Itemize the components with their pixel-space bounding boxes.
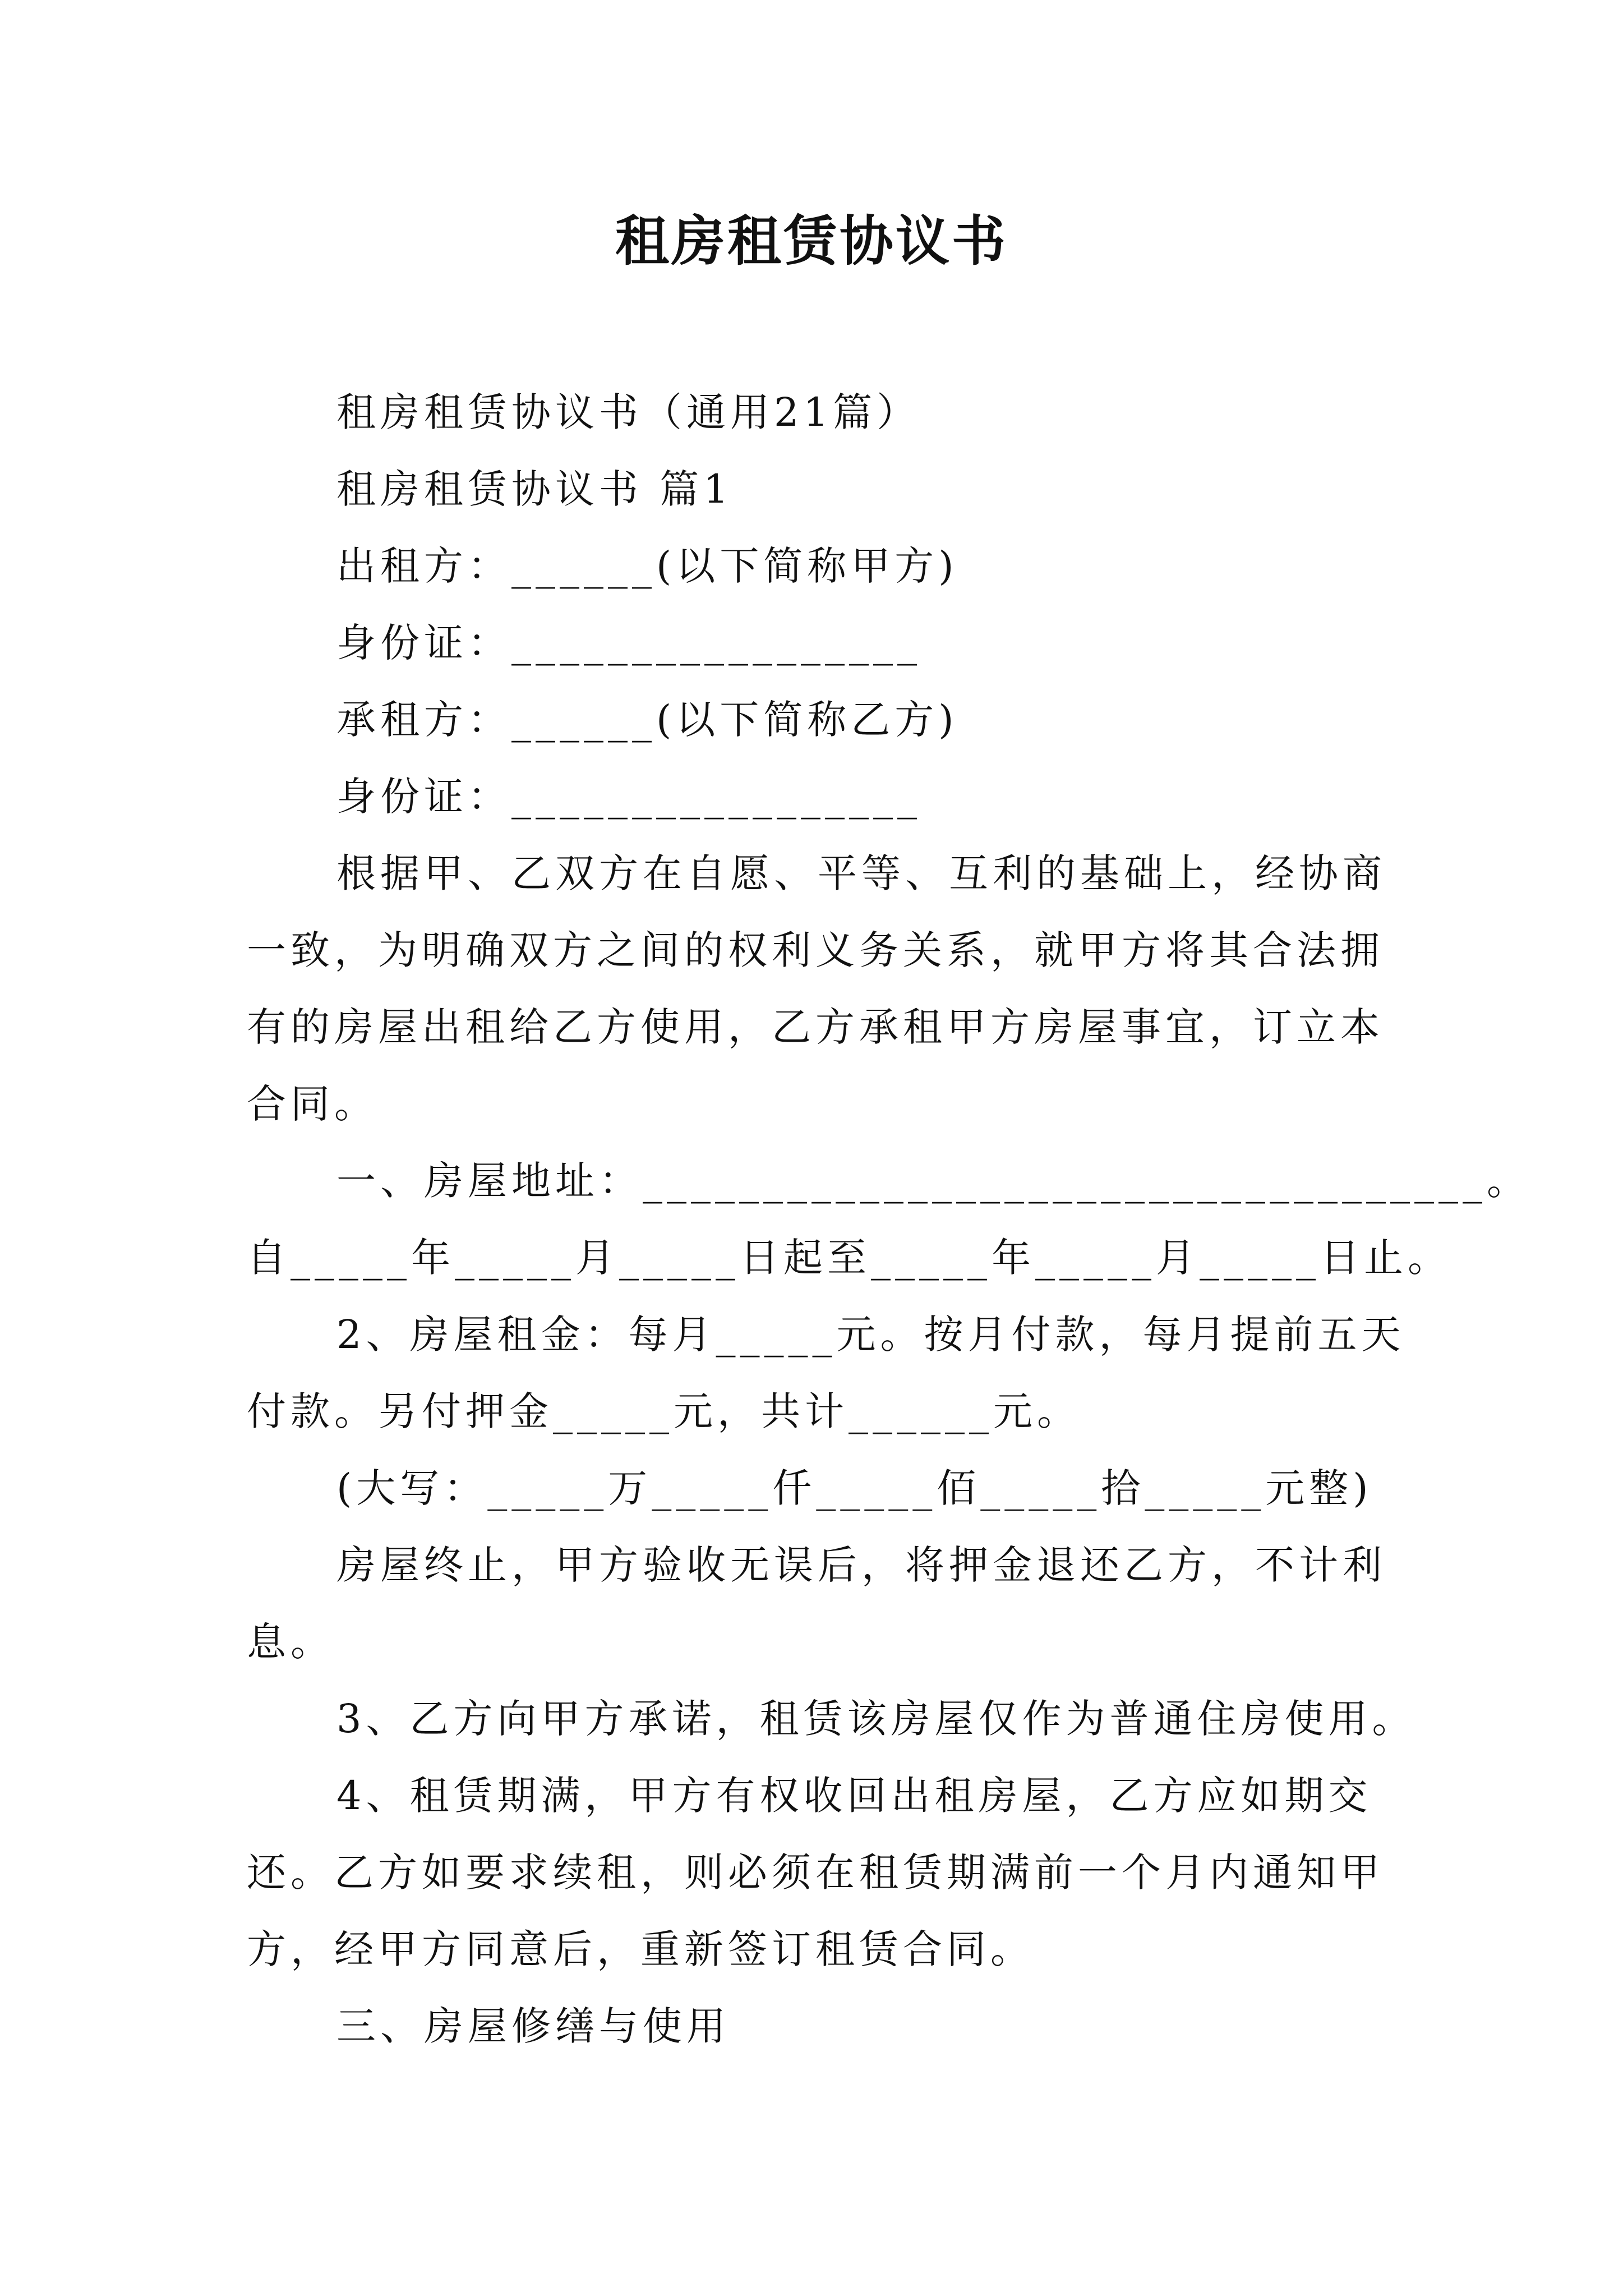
- paragraph-line: 一致，为明确双方之间的权利义务关系，就甲方将其合法拥: [247, 927, 1384, 973]
- paragraph-line: 息。: [247, 1619, 334, 1665]
- paragraph-line: 根据甲、乙双方在自愿、平等、互利的基础上，经协商: [336, 850, 1386, 896]
- paragraph-line: 方，经甲方同意后，重新签订租赁合同。: [247, 1926, 1034, 1972]
- address-clause: 一、房屋地址：___________________________________。: [336, 1158, 1530, 1204]
- paragraph-line: 还。乙方如要求续租，则必须在租赁期满前一个月内通知甲: [247, 1849, 1384, 1895]
- clause-4: 4、租赁期满，甲方有权收回出租房屋，乙方应如期交: [336, 1773, 1372, 1819]
- deposit-clause: 付款。另付押金_____元，共计______元。: [247, 1388, 1081, 1434]
- subtitle-line: 租房租赁协议书（通用21篇）: [336, 389, 921, 435]
- lessor-field: 出租方：______(以下简称甲方): [336, 543, 958, 589]
- paragraph-line: 合同。: [247, 1081, 378, 1127]
- section-heading-3: 三、房屋修缮与使用: [336, 2003, 730, 2049]
- rent-clause: 2、房屋租金：每月_____元。按月付款，每月提前五天: [336, 1312, 1405, 1358]
- clause-3: 3、乙方向甲方承诺，租赁该房屋仅作为普通住房使用。: [336, 1696, 1416, 1742]
- term-clause: 自_____年_____月_____日起至_____年_____月_____日止。: [247, 1235, 1451, 1281]
- lessor-id-field: 身份证：_________________: [336, 620, 921, 666]
- document-title: 租房租赁协议书: [615, 209, 1008, 273]
- lessee-field: 承租方：______(以下简称乙方): [336, 697, 958, 743]
- paragraph-line: 有的房屋出租给乙方使用，乙方承租甲方房屋事宜，订立本: [247, 1004, 1384, 1050]
- lessee-id-field: 身份证：_________________: [336, 774, 921, 820]
- section-heading: 租房租赁协议书 篇1: [336, 466, 733, 512]
- paragraph-line: 房屋终止，甲方验收无误后，将押金退还乙方，不计利: [336, 1542, 1386, 1588]
- amount-in-words: (大写：_____万_____仟_____佰_____拾_____元整): [336, 1465, 1373, 1511]
